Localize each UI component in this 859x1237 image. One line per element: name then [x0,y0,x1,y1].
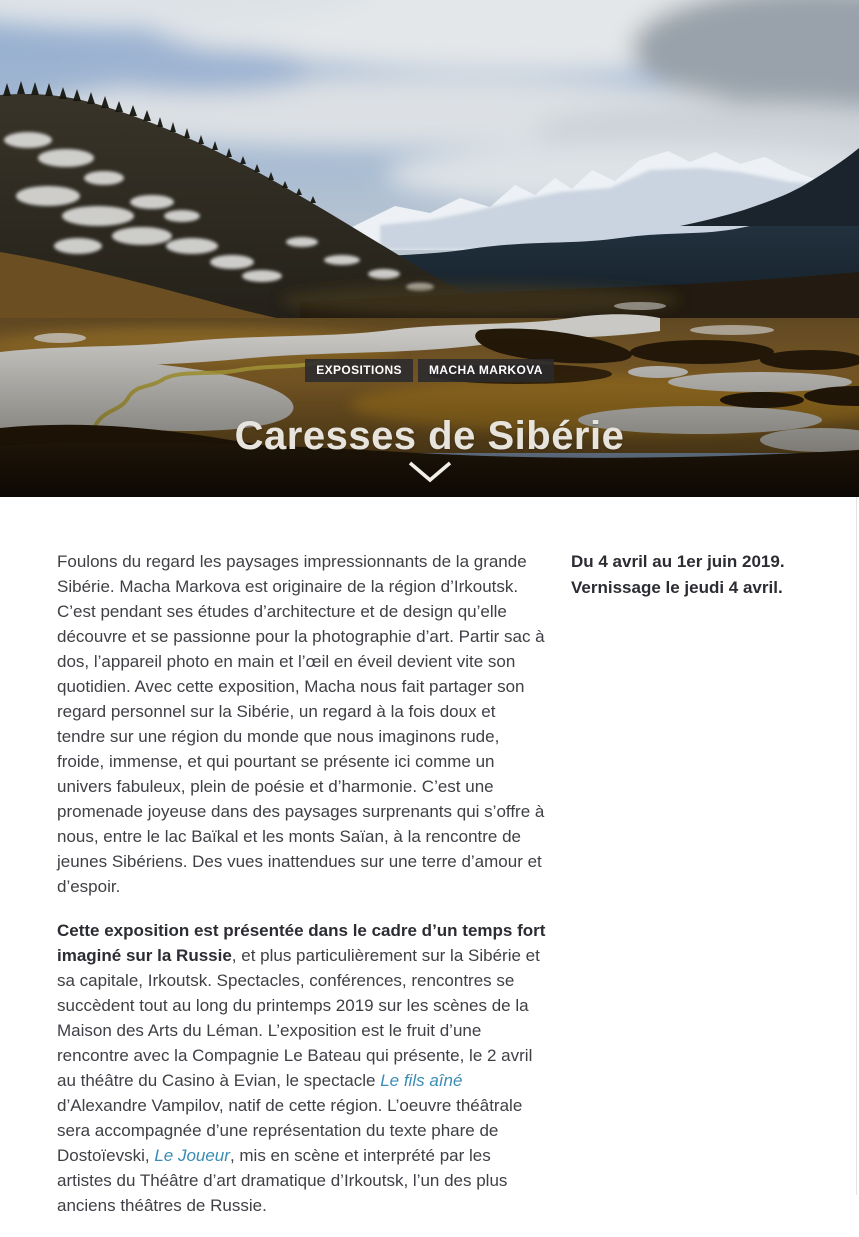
link-le-fils-aine[interactable]: Le fils aîné [380,1071,463,1090]
tag-expositions[interactable]: EXPOSITIONS [305,359,413,382]
link-le-joueur[interactable]: Le Joueur [154,1146,230,1165]
article-section [0,497,859,1237]
page-edge-divider [856,497,857,1195]
paragraph-2-text-b: d’Alexandre Vampilov, natif de cette région. L’oeuvre théâtrale sera accompagnée d’une représentation du texte phare de Dostoïevski, [57,1096,523,1165]
breadcrumb-tags [0,359,859,382]
hero-landscape-image [0,0,859,497]
vernissage-date: Vernissage le jeudi 4 avril. [571,578,783,597]
article-paragraph-2 [57,918,547,1218]
page-title: Caresses de Sibérie [234,413,625,458]
paragraph-2-text-c: , mis en scène et interprété par les artistes du Théâtre d’art dramatique d’Irkoutsk, l’un des plus anciens théâtres de Russie. [57,1146,508,1215]
article-body [57,549,547,1237]
chevron-down-icon[interactable] [407,460,453,486]
paragraph-2-bold-lead: Cette exposition est présentée dans le cadre d’un temps fort imaginé sur la Russie [57,921,546,965]
article-paragraph-1: Foulons du regard les paysages impressionnants de la grande Sibérie. Macha Markova est originaire de la région d’Irkoutsk. C’est pendant ses études d’architecture et de design qu’elle découvre et se passionne pour la photographie d’art. Partir sac à dos, l’appareil photo en main et l’œil en éveil devient vite son quotidien. Avec cette exposition, Macha nous fait partager son regard personnel sur la Sibérie, un regard à la fois doux et tendre sur une région du monde que nous imaginons rude, froide, immense, et qui pourtant se présente ici comme un univers fabuleux, plein de poésie et d’harmonie. C’est une promenade joyeuse dans des paysages surprenants qui s’offre à nous, entre le lac Baïkal et les monts Saïan, à la rencontre de jeunes Sibériens. Des vues inattendues sur une terre d’amour et d’espoir. [57,552,545,896]
date-range: Du 4 avril au 1er juin 2019. [571,552,785,571]
hero-banner [0,0,859,497]
tag-macha-markova[interactable]: MACHA MARKOVA [418,359,554,382]
paragraph-2-text-a: , et plus particulièrement sur la Sibérie et sa capitale, Irkoutsk. Spectacles, conférences, rencontres se succèdent tout au long du printemps 2019 sur les scènes de la Maison des Arts du Léman. L’exposition est le fruit d’une rencontre avec la Compagnie Le Bateau qui présente, le 2 avril au théâtre du Casino à Evian, le spectacle [57,946,540,1090]
event-dates-aside [571,549,811,601]
